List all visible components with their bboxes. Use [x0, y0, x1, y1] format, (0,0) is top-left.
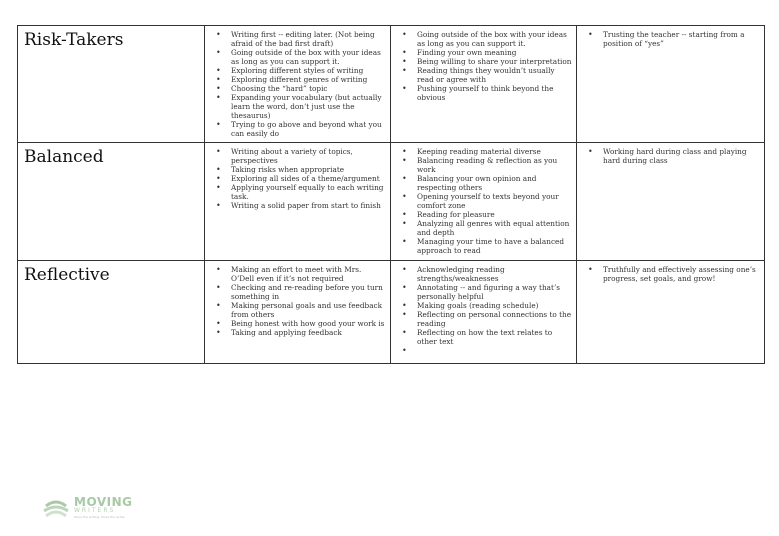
list-item: • Being willing to share your interpretation: [417, 57, 572, 66]
list-item: • Checking and re-reading before you turn something in: [231, 283, 386, 301]
list-item: • Trying to go above and beyond what you can easily do: [231, 120, 386, 138]
list-item: • Reading things they wouldn’t usually read or agree with: [417, 66, 572, 84]
list-item: • Opening yourself to texts beyond your comfort zone: [417, 192, 572, 210]
logo-mark-icon: [42, 496, 70, 520]
list-item: • Working hard during class and playing hard during class: [603, 147, 760, 165]
criteria-cell: [391, 261, 577, 364]
list-item: • Going outside of the box with your ideas as long as you can support it.: [231, 48, 386, 66]
list-item: [417, 346, 572, 355]
list-item: • Balancing reading & reflection as you work: [417, 156, 572, 174]
criteria-cell: [205, 143, 391, 261]
logo-name: MOVING: [74, 495, 133, 509]
criteria-list: [391, 261, 576, 355]
list-item: • Reading for pleasure: [417, 210, 572, 219]
logo-subname: WRITERS: [74, 507, 116, 514]
trait-cell: [18, 143, 205, 261]
criteria-cell: [577, 261, 765, 364]
criteria-cell: [391, 143, 577, 261]
criteria-list: [577, 143, 764, 165]
list-item: • Balancing your own opinion and respecting others: [417, 174, 572, 192]
criteria-cell: [577, 26, 765, 143]
list-item: • Making an effort to meet with Mrs. O’Dell even if it’s not required: [231, 265, 386, 283]
trait-label: Risk-Takers: [24, 30, 124, 50]
traits-table-body: [18, 26, 765, 364]
criteria-cell: [205, 26, 391, 143]
list-item: • Expanding your vocabulary (but actually learn the word, don’t just use the thesaurus): [231, 93, 386, 120]
list-item: • Exploring all sides of a theme/argument: [231, 174, 386, 183]
criteria-list: [205, 26, 390, 138]
list-item: • Annotating -- and figuring a way that’s personally helpful: [417, 283, 572, 301]
criteria-list: [391, 26, 576, 102]
table-row: [18, 26, 765, 143]
list-item: • Being honest with how good your work is: [231, 319, 386, 328]
list-item: • Exploring different genres of writing: [231, 75, 386, 84]
list-item: • Making goals (reading schedule): [417, 301, 572, 310]
list-item: • Going outside of the box with your ideas as long as you can support it.: [417, 30, 572, 48]
criteria-list: [391, 143, 576, 255]
trait-label: Balanced: [24, 147, 104, 167]
criteria-cell: [577, 143, 765, 261]
list-item: • Taking and applying feedback: [231, 328, 386, 337]
list-item: • Finding your own meaning: [417, 48, 572, 57]
trait-cell: [18, 26, 205, 143]
list-item: • Writing a solid paper from start to finish: [231, 201, 386, 210]
criteria-list: [577, 26, 764, 48]
criteria-list: [205, 261, 390, 337]
list-item: • Applying yourself equally to each writing task.: [231, 183, 386, 201]
list-item: • Choosing the “hard” topic: [231, 84, 386, 93]
traits-table: [17, 25, 765, 364]
criteria-list: [577, 261, 764, 283]
list-item: • Writing first -- editing later. (Not being afraid of the bad first draft): [231, 30, 386, 48]
list-item: • Writing about a variety of topics, perspectives: [231, 147, 386, 165]
logo-tagline: Move the writing. Move the writer.: [74, 515, 126, 519]
list-item: • Making personal goals and use feedback from others: [231, 301, 386, 319]
list-item: • Reflecting on personal connections to the reading: [417, 310, 572, 328]
criteria-cell: [391, 26, 577, 143]
list-item: • Truthfully and effectively assessing one’s progress, set goals, and grow!: [603, 265, 760, 283]
trait-label: Reflective: [24, 265, 110, 285]
table-row: [18, 143, 765, 261]
list-item: • Acknowledging reading strengths/weaknesses: [417, 265, 572, 283]
list-item: • Exploring different styles of writing: [231, 66, 386, 75]
list-item: • Reflecting on how the text relates to other text: [417, 328, 572, 346]
list-item: • Trusting the teacher -- starting from a position of “yes”: [603, 30, 760, 48]
table-row: [18, 261, 765, 364]
list-item: • Analyzing all genres with equal attention and depth: [417, 219, 572, 237]
list-item: • Taking risks when appropriate: [231, 165, 386, 174]
trait-cell: [18, 261, 205, 364]
list-item: • Keeping reading material diverse: [417, 147, 572, 156]
list-item: • Pushing yourself to think beyond the obvious: [417, 84, 572, 102]
criteria-list: [205, 143, 390, 210]
moving-writers-logo: [42, 494, 152, 524]
list-item: • Managing your time to have a balanced approach to read: [417, 237, 572, 255]
criteria-cell: [205, 261, 391, 364]
